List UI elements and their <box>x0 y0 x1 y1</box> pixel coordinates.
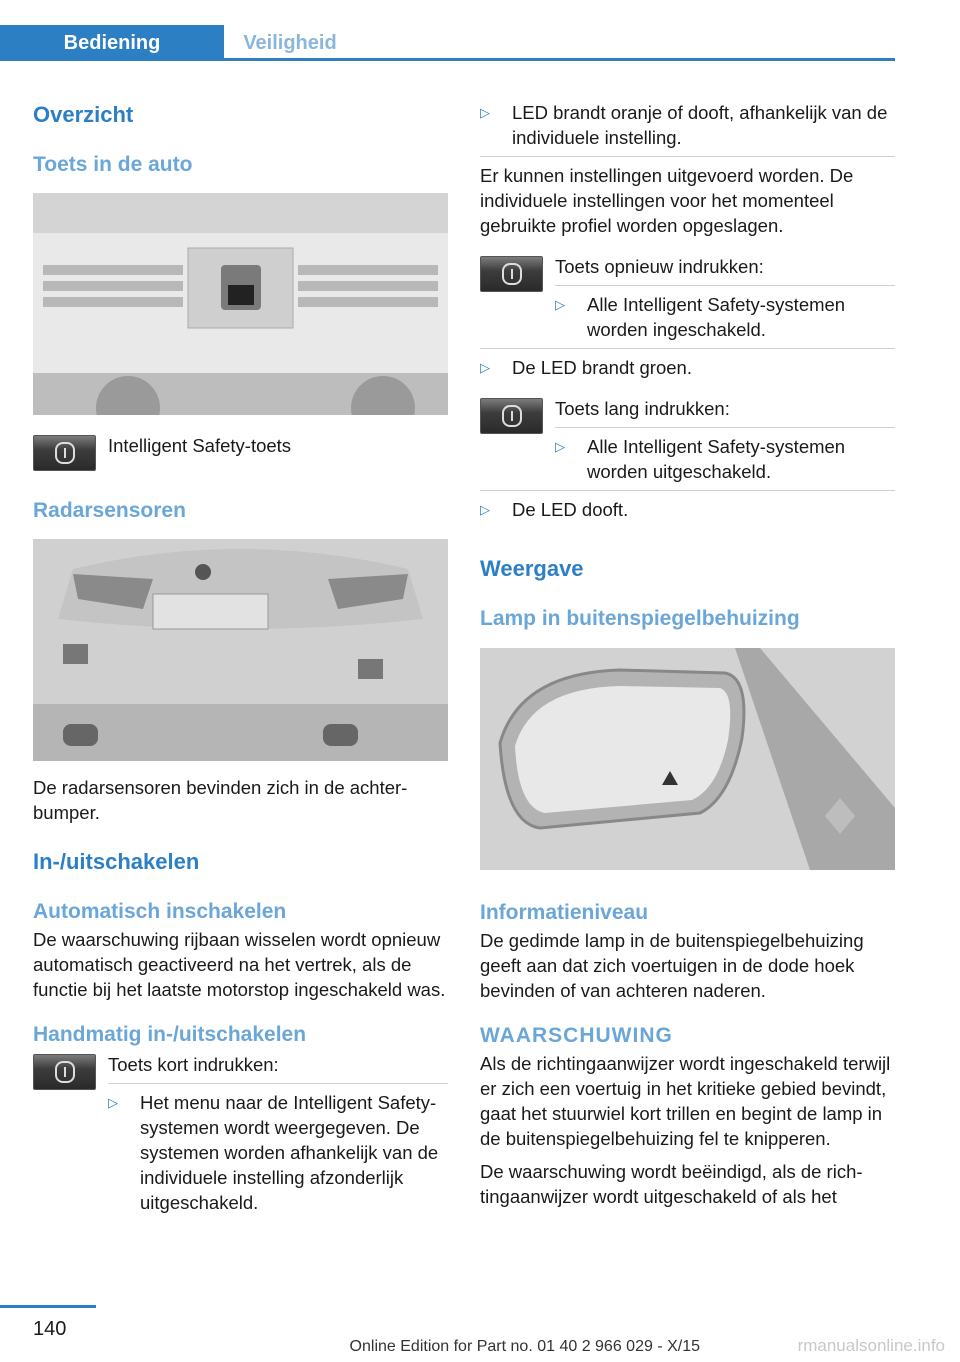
triangle-bullet-icon: ▷ <box>555 297 565 312</box>
triangle-bullet-icon: ▷ <box>480 105 490 120</box>
safety-button-icon <box>33 435 96 471</box>
triangle-bullet-icon: ▷ <box>555 439 565 454</box>
watermark-text: rmanualsonline.info <box>797 1336 945 1355</box>
groen-bullet <box>480 355 895 380</box>
kort-button-icon <box>33 1054 96 1090</box>
opnieuw-label: Toets opnieuw indrukken: <box>555 256 764 277</box>
lang-button-row <box>480 396 895 484</box>
safety-button-caption: Intelligent Safety-toets <box>108 435 292 456</box>
dashboard-photo <box>33 193 448 415</box>
opnieuw-button-row <box>480 254 895 342</box>
heading-informatieniveau: Informatieniveau <box>480 901 649 924</box>
heading-waarschuwing: WAARSCHUWING <box>480 1024 673 1047</box>
lang-label: Toets lang indrukken: <box>555 398 730 419</box>
page-number: 140 <box>33 1318 67 1340</box>
divider <box>480 348 895 349</box>
kort-label: Toets kort indrukken: <box>108 1054 279 1075</box>
kort-bullet <box>108 1090 448 1215</box>
kort-button-row <box>33 1052 448 1215</box>
groen-bullet-text: De LED brandt groen. <box>512 357 692 378</box>
triangle-bullet-icon: ▷ <box>480 360 490 375</box>
heading-overzicht: Overzicht <box>33 102 134 127</box>
footer-rule <box>0 1305 96 1308</box>
edition-text: Online Edition for Part no. 01 40 2 966 029 - X/15 <box>349 1338 700 1355</box>
lang-button-icon <box>480 398 543 434</box>
tab-veiligheid[interactable]: Veiligheid <box>243 32 337 54</box>
dooft-bullet-text: De LED dooft. <box>512 499 629 520</box>
heading-handmatig: Handmatig in-/uitschakelen <box>33 1023 307 1046</box>
led-bullet-text: LED brandt oranje of dooft, afhankelijk van de individuele instelling. <box>512 102 888 148</box>
mirror-photo <box>480 648 895 870</box>
opnieuw-bullet-text: Alle Intelligent Safety-systemen worden ingeschakeld. <box>587 294 846 340</box>
divider <box>480 490 895 491</box>
kort-bullet-text: Het menu naar de Intelligent Safety-systemen wordt weergegeven. De systemen worden afhankelijk van de individuele instelling afzonderlijk uitgeschakeld. <box>140 1092 439 1213</box>
triangle-bullet-icon: ▷ <box>480 502 490 517</box>
rear-bumper-photo <box>33 539 448 761</box>
divider <box>480 156 895 157</box>
settings-text: Er kunnen instellingen uitgevoerd worden. De individuele instellingen voor het momenteel gebruikte profiel worden opgeslagen. <box>480 165 854 236</box>
tab-bediening[interactable]: Bediening <box>0 25 224 61</box>
right-column <box>480 100 895 1209</box>
radar-text: De radarsensoren bevinden zich in de achterbumper. <box>33 777 408 823</box>
left-column <box>33 100 448 1215</box>
triangle-bullet-icon: ▷ <box>108 1095 118 1110</box>
divider <box>555 285 895 286</box>
safety-button-row <box>33 433 448 471</box>
led-bullet <box>480 100 895 150</box>
opnieuw-bullet <box>555 292 895 342</box>
divider <box>555 427 895 428</box>
header-rule <box>0 58 895 61</box>
heading-weergave: Weergave <box>480 556 584 581</box>
heading-toets-in-de-auto: Toets in de auto <box>33 153 193 176</box>
heading-automatisch-inschakelen: Automatisch inschakelen <box>33 900 287 923</box>
heading-in-uitschakelen: In-/uitschakelen <box>33 849 200 874</box>
dooft-bullet <box>480 497 895 522</box>
header-tabs <box>0 25 895 61</box>
info-text: De gedimde lamp in de buitenspiegelbehuizing geeft aan dat zich voertuigen in de dode hoek bevinden of van achteren naderen. <box>480 930 864 1001</box>
lang-bullet <box>555 434 895 484</box>
warn-text-2: De waarschuwing wordt beëindigd, als de richtingaanwijzer wordt uitgeschakeld of als het <box>480 1161 863 1207</box>
warn-text: Als de richtingaanwijzer wordt ingeschakeld terwijl er zich een voertuig in het kritieke gebied bevindt, gaat het stuurwiel kort trillen en begint de lamp in de buitenspiegelbehuizing fel te knipperen. <box>480 1053 891 1149</box>
divider <box>108 1083 448 1084</box>
heading-lamp: Lamp in buitenspiegelbehuizing <box>480 607 800 630</box>
auto-text: De waarschuwing rijbaan wisselen wordt opnieuw automatisch geactiveerd na het vertrek, als de functie bij het laatste motorstop ingeschakeld was. <box>33 929 446 1000</box>
opnieuw-button-icon <box>480 256 543 292</box>
lang-bullet-text: Alle Intelligent Safety-systemen worden uitgeschakeld. <box>587 436 846 482</box>
heading-radarsensoren: Radarsensoren <box>33 499 186 522</box>
